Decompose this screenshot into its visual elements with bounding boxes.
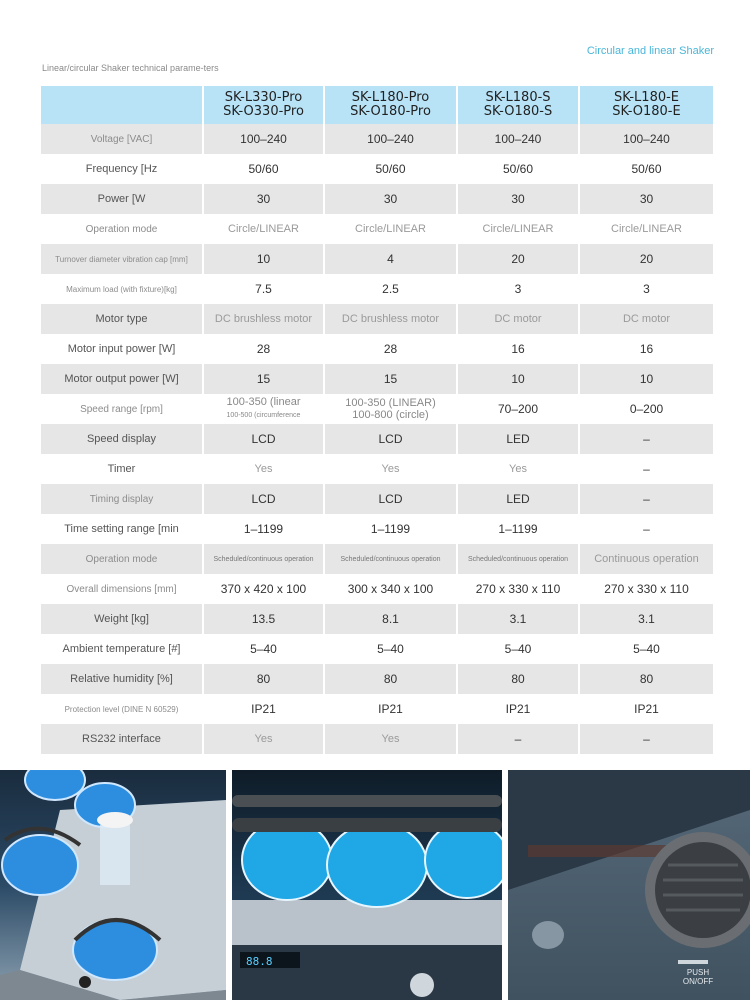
row-label: Motor input power [W] (41, 334, 204, 364)
row-value: 100–240 (458, 124, 580, 154)
table-row (41, 124, 713, 154)
row-label: Timing display (41, 484, 204, 514)
row-value: 3.1 (458, 604, 580, 634)
header-row (41, 86, 713, 124)
photo-control-knob (508, 770, 750, 1000)
row-label: Ambient temperature [#] (41, 634, 204, 664)
row-value: Circle/LINEAR (325, 214, 458, 244)
row-label: Frequency [Hz (41, 154, 204, 184)
table-row (41, 574, 713, 604)
row-label: Maximum load (with fixture)[kg] (41, 274, 204, 304)
row-value: 5–40 (325, 634, 458, 664)
model-header: SK-L180-S SK-O180-S (458, 86, 580, 124)
row-label: Protection level (DINE N 60529) (41, 694, 204, 724)
row-label: Power [W (41, 184, 204, 214)
row-value: 100–240 (325, 124, 458, 154)
row-value: DC brushless motor (325, 304, 458, 334)
row-value: Circle/LINEAR (611, 223, 682, 235)
row-value: 30 (325, 184, 458, 214)
row-value: LCD (204, 484, 325, 514)
row-value: Circle/LINEAR (204, 214, 325, 244)
row-value: LCD (204, 424, 325, 454)
row-value: IP21 (325, 694, 458, 724)
row-value: 10 (458, 364, 580, 394)
row-label: Timer (41, 454, 204, 484)
row-value: Scheduled/continuous operation (325, 544, 458, 574)
row-value: 10 (204, 244, 325, 274)
row-value: 0–200 (629, 402, 664, 416)
row-value: – (643, 522, 650, 536)
row-value: 30 (580, 184, 713, 214)
row-label: Time setting range [min (41, 514, 204, 544)
spec-table (41, 86, 713, 754)
row-value: – (580, 484, 713, 514)
row-value: 5–40 (458, 634, 580, 664)
row-label: Operation mode (41, 214, 204, 244)
row-value: 28 (325, 334, 458, 364)
table-row (41, 364, 713, 394)
table-row (41, 604, 713, 634)
row-value: Scheduled/continuous operation (458, 544, 580, 574)
row-value: Yes (458, 454, 580, 484)
svg-text:88.8: 88.8 (246, 955, 273, 968)
table-row (41, 154, 713, 184)
table-row (41, 724, 713, 754)
row-value: 100–240 (580, 124, 713, 154)
row-value: 100-350 (linear 100-500 (circumference (204, 394, 325, 424)
row-value: 1–1199 (458, 514, 580, 544)
row-value: IP21 (204, 694, 325, 724)
row-value: 270 x 330 x 110 (458, 574, 580, 604)
row-value: 80 (580, 664, 713, 694)
row-value: 270 x 330 x 110 (604, 582, 689, 596)
row-label: Relative humidity [%] (41, 664, 204, 694)
table-row (41, 634, 713, 664)
row-value: 300 x 340 x 100 (325, 574, 458, 604)
row-label: Voltage [VAC] (41, 124, 204, 154)
table-caption: Linear/circular Shaker technical parame-ters (42, 63, 219, 73)
table-row (41, 514, 713, 544)
row-value: 3.1 (580, 604, 713, 634)
row-value: Continuous operation (580, 544, 713, 574)
row-value: 28 (204, 334, 325, 364)
row-label: Speed display (41, 424, 204, 454)
row-value: 3 (643, 282, 650, 296)
row-label: Weight [kg] (41, 604, 204, 634)
row-label: Motor output power [W] (41, 364, 204, 394)
row-value: LCD (325, 424, 458, 454)
row-value: 70–200 (458, 394, 580, 424)
table-row (41, 214, 713, 244)
row-value: – (580, 724, 713, 754)
row-value: 50/60 (325, 154, 458, 184)
row-value: Yes (325, 454, 458, 484)
row-label: RS232 interface (41, 724, 204, 754)
row-value: 5–40 (633, 642, 660, 656)
row-value: 50/60 (458, 154, 580, 184)
table-row (41, 484, 713, 514)
row-value: Circle/LINEAR (458, 214, 580, 244)
row-value: 13.5 (204, 604, 325, 634)
row-value: 5–40 (204, 634, 325, 664)
row-value: 4 (325, 244, 458, 274)
header-blank-cell (41, 86, 204, 124)
row-value: IP21 (634, 702, 659, 716)
row-value: 20 (458, 244, 580, 274)
row-value: DC brushless motor (204, 304, 325, 334)
row-value: 16 (639, 342, 654, 356)
knob-label: PUSH ON/OFF (682, 968, 714, 986)
row-value: LED (458, 484, 580, 514)
row-value: 100-350 (LINEAR) 100-800 (circle) (325, 394, 458, 424)
product-photos (0, 770, 750, 1000)
row-value: 15 (204, 364, 325, 394)
row-label: Speed range [rpm] (41, 394, 204, 424)
model-header: SK-L180-E SK-O180-E (580, 86, 713, 124)
photo-shaker-flasks-middle (232, 770, 502, 1000)
row-value: 16 (458, 334, 580, 364)
row-value: IP21 (458, 694, 580, 724)
row-value: 3 (458, 274, 580, 304)
row-value: 50/60 (204, 154, 325, 184)
row-label: Operation mode (41, 544, 204, 574)
table-row (41, 304, 713, 334)
table-row (41, 664, 713, 694)
row-value: Yes (204, 724, 325, 754)
row-value: 1–1199 (325, 514, 458, 544)
row-value: LED (458, 424, 580, 454)
row-value: DC motor (580, 304, 713, 334)
row-value: 10 (580, 364, 713, 394)
row-value: 30 (458, 184, 580, 214)
row-value: – (580, 424, 713, 454)
table-row (41, 694, 713, 724)
row-value: Scheduled/continuous operation (204, 544, 325, 574)
row-value: 80 (325, 664, 458, 694)
row-value: 80 (204, 664, 325, 694)
row-value: – (458, 724, 580, 754)
table-row (41, 544, 713, 574)
row-value: 1–1199 (204, 514, 325, 544)
table-row (41, 394, 713, 424)
row-value: 2.5 (325, 274, 458, 304)
section-title: Circular and linear Shaker (586, 45, 714, 57)
table-row (41, 184, 713, 214)
row-value: 30 (204, 184, 325, 214)
row-value: DC motor (458, 304, 580, 334)
photo-shaker-flasks-left (0, 770, 226, 1000)
row-value: – (643, 462, 650, 476)
table-row (41, 334, 713, 364)
row-value: 8.1 (325, 604, 458, 634)
table-row (41, 454, 713, 484)
row-value: 370 x 420 x 100 (204, 574, 325, 604)
row-value: 7.5 (204, 274, 325, 304)
row-value: 20 (580, 244, 713, 274)
table-row (41, 274, 713, 304)
table-row (41, 244, 713, 274)
row-label: Overall dimensions [mm] (41, 574, 204, 604)
model-header: SK-L330-Pro SK-O330-Pro (204, 86, 325, 124)
row-label: Turnover diameter vibration cap [mm] (41, 244, 204, 274)
row-value: 100–240 (204, 124, 325, 154)
row-value: Yes (204, 454, 325, 484)
row-value: LCD (325, 484, 458, 514)
row-label: Motor type (41, 304, 204, 334)
row-value: 50/60 (631, 162, 662, 176)
row-value: 80 (458, 664, 580, 694)
table-row (41, 424, 713, 454)
model-header: SK-L180-Pro SK-O180-Pro (325, 86, 458, 124)
row-value: Yes (325, 724, 458, 754)
row-value: 15 (325, 364, 458, 394)
